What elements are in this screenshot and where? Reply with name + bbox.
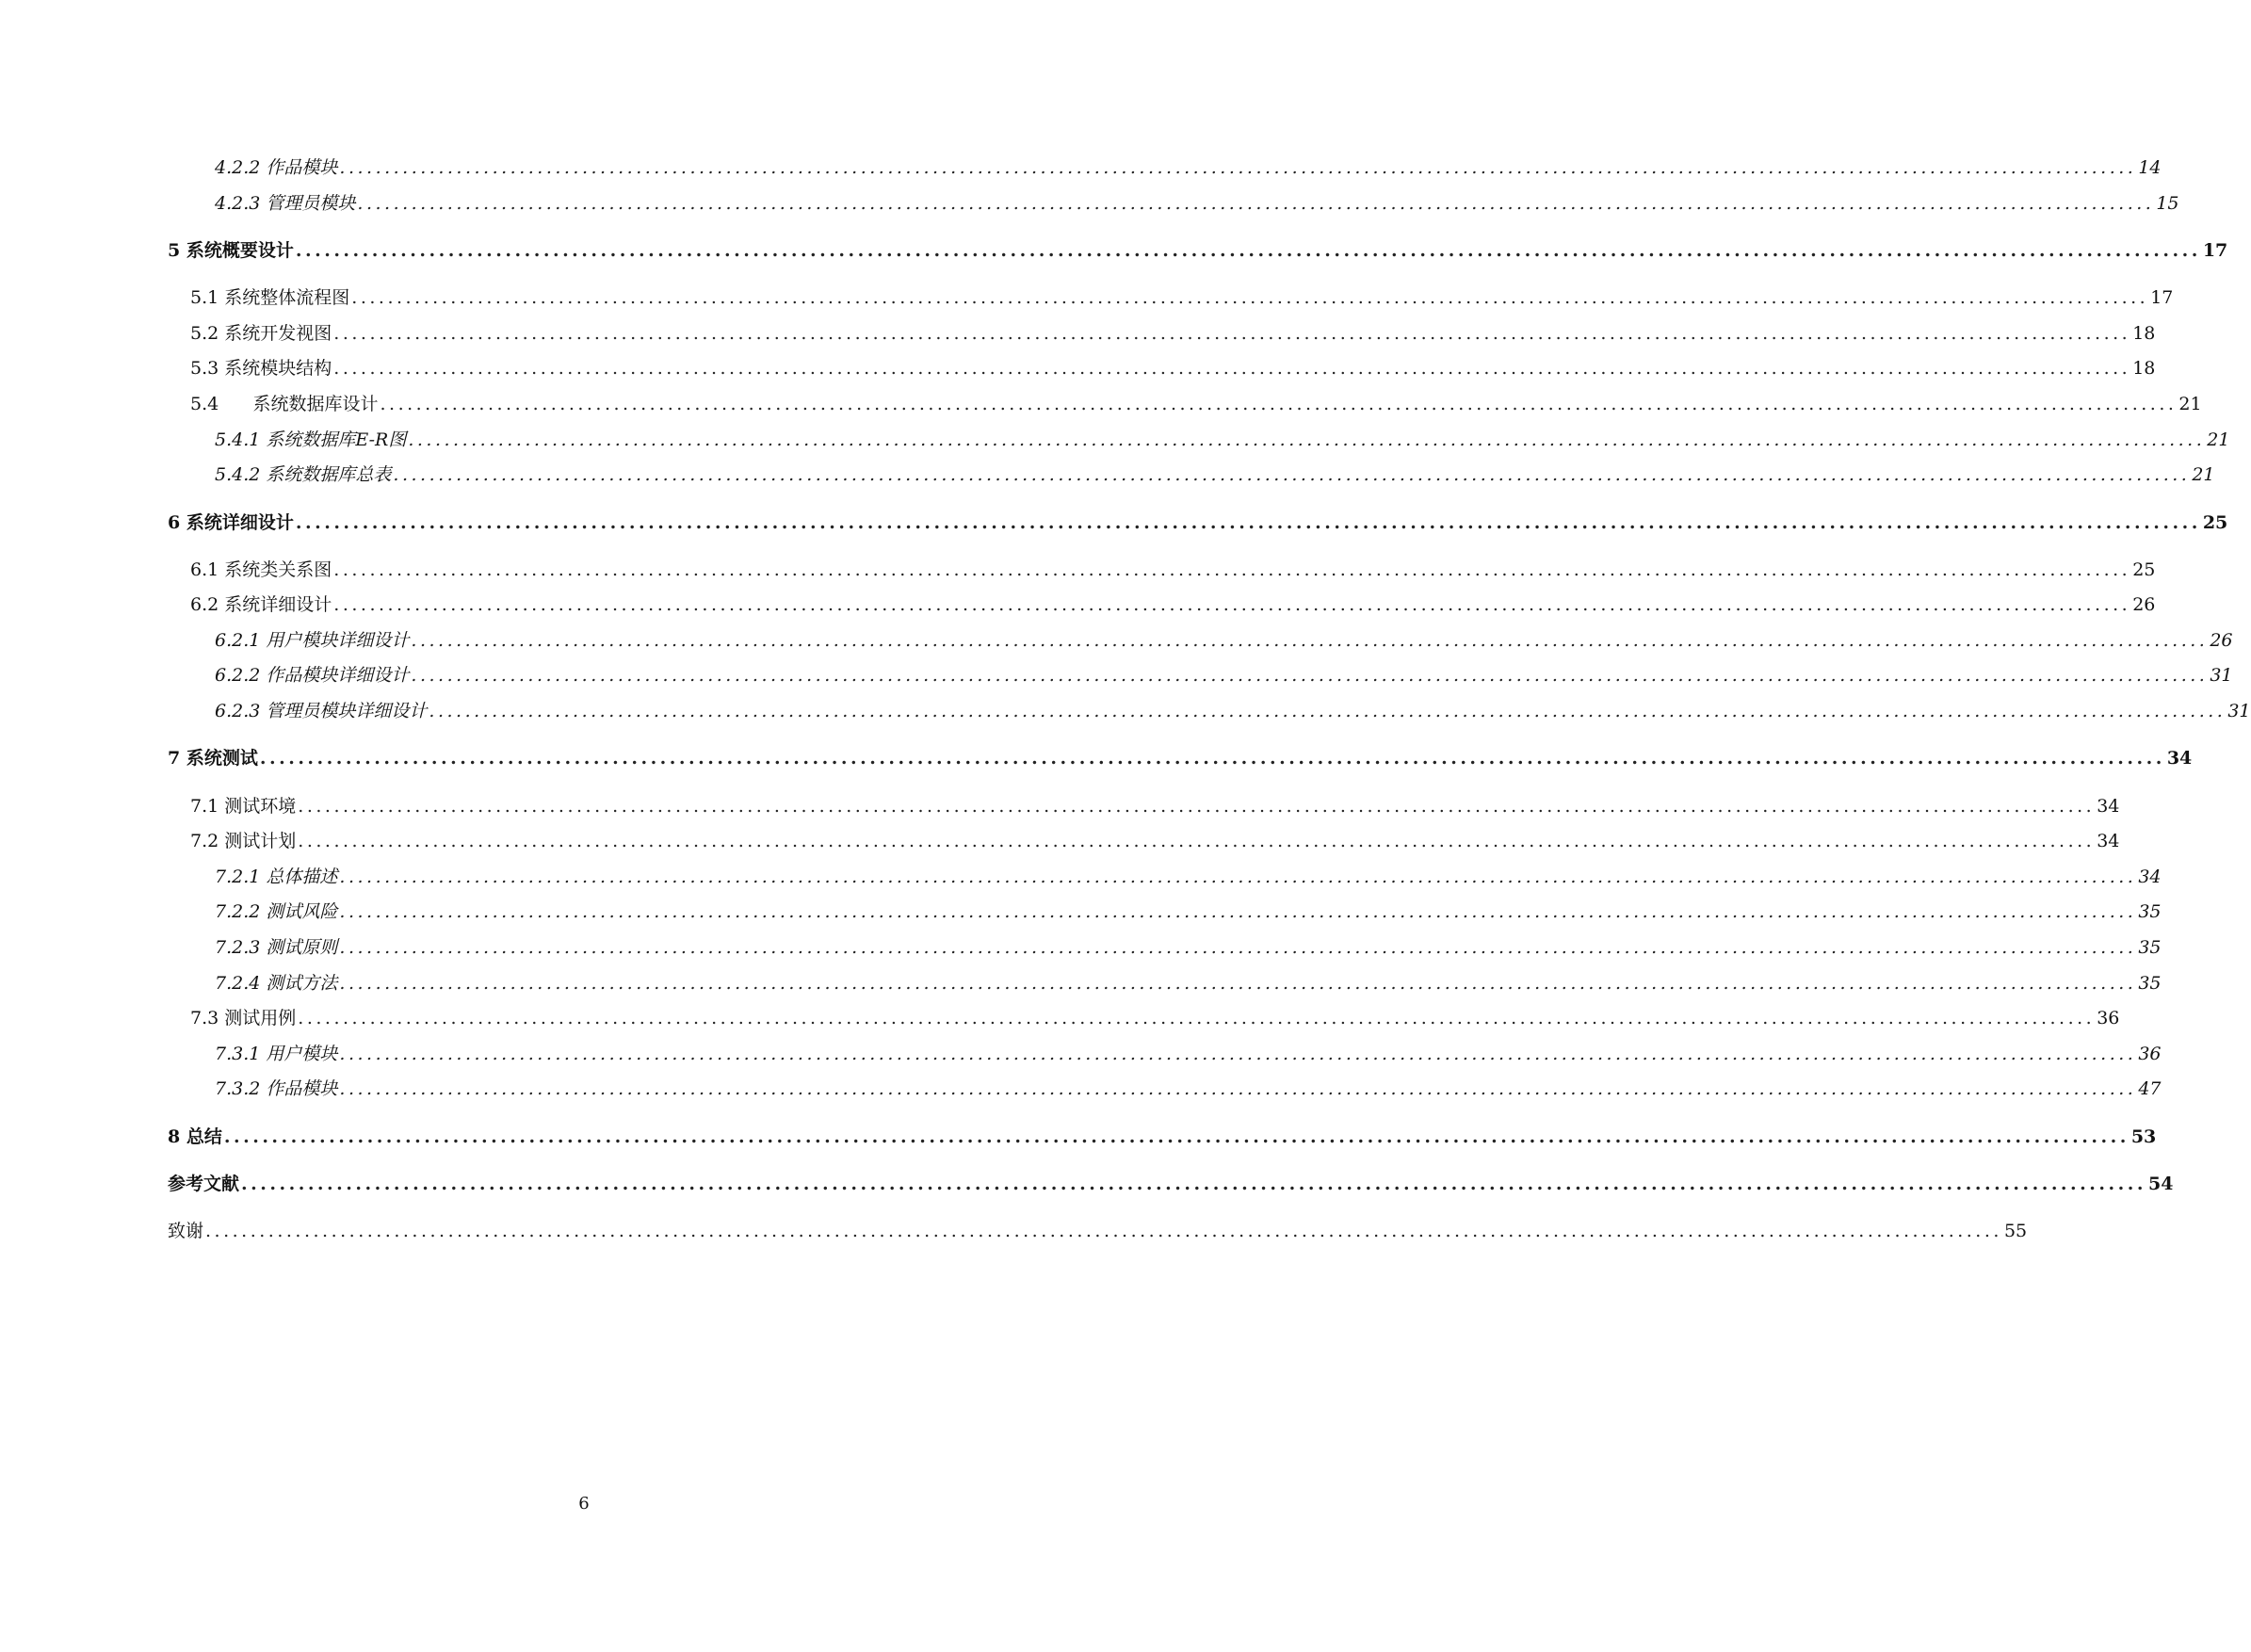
toc-entry[interactable] (168, 1165, 2174, 1195)
toc-entry-page: 36 (2097, 1008, 2120, 1028)
toc-entry-page: 53 (2130, 1126, 2157, 1147)
toc-entry[interactable] (215, 692, 2251, 722)
toc-dot-leader: ........................................................................................................................................................................................................ (339, 1044, 2137, 1064)
toc-entry-title: 系统测试 (186, 748, 258, 769)
toc-entry-page: 31 (2210, 665, 2233, 686)
toc-dot-leader: ........................................................................................................................................................................................................ (339, 937, 2137, 958)
toc-dot-leader: ........................................................................................................................................................................................................ (333, 358, 2131, 379)
toc-entry-title: 系统开发视图 (224, 323, 332, 344)
toc-entry-page: 34 (2097, 831, 2120, 851)
toc-dot-leader: ........................................................................................................................................................................................................ (205, 1221, 2002, 1241)
toc-entry-number: 6.2 (190, 594, 225, 615)
toc-entry-number: 7.3.2 (215, 1078, 267, 1099)
toc-dot-leader: ........................................................................................................................................................................................................ (380, 394, 2178, 414)
toc-entry[interactable] (168, 504, 2228, 534)
toc-entry-number: 6.1 (190, 559, 225, 580)
toc-entry-number: 5 (168, 240, 186, 261)
toc-entry-number: 4.2.3 (215, 193, 267, 214)
toc-entry-page: 35 (2138, 937, 2162, 958)
toc-entry-title: 致谢 (168, 1221, 204, 1241)
toc-entry-title: 系统整体流程图 (224, 287, 350, 308)
page-number: 6 (578, 1494, 590, 1514)
toc-entry[interactable] (215, 622, 2233, 652)
toc-entry[interactable] (215, 149, 2162, 179)
toc-entry-title: 管理员模块 (266, 193, 356, 214)
toc-entry-page: 31 (2227, 701, 2251, 721)
toc-entry-number: 6.2.2 (215, 665, 267, 686)
toc-entry-page: 34 (2138, 866, 2162, 887)
toc-entry-page: 21 (2178, 394, 2202, 414)
toc-entry[interactable] (215, 456, 2215, 486)
toc-entry[interactable] (190, 385, 2202, 415)
toc-entry[interactable] (190, 279, 2174, 309)
toc-entry-page: 21 (2192, 464, 2215, 485)
toc-entry-page: 36 (2138, 1044, 2162, 1064)
toc-entry-page: 35 (2138, 973, 2162, 994)
toc-entry-title: 系统数据库E-R图 (266, 429, 407, 450)
toc-entry[interactable] (215, 656, 2233, 687)
toc-entry[interactable] (215, 1035, 2162, 1065)
toc-entry-page: 25 (2202, 512, 2228, 533)
toc-entry[interactable] (190, 787, 2120, 818)
toc-entry-page: 34 (2166, 748, 2193, 769)
toc-dot-leader: ........................................................................................................................................................................................................ (339, 866, 2137, 887)
toc-entry[interactable] (190, 822, 2120, 852)
toc-entry-title: 测试原则 (266, 937, 338, 958)
toc-entry-number: 7 (168, 748, 186, 769)
toc-entry-number: 8 (168, 1126, 186, 1147)
toc-entry-page: 15 (2156, 193, 2179, 214)
toc-entry-number: 7.1 (190, 796, 225, 817)
toc-dot-leader: ........................................................................................................................................................................................................ (339, 1078, 2137, 1099)
toc-dot-leader: ........................................................................................................................................................................................................ (298, 796, 2096, 817)
toc-entry-number: 7.3.1 (215, 1044, 267, 1064)
toc-entry-title: 系统概要设计 (186, 240, 294, 261)
toc-dot-leader: ........................................................................................................................................................................................................ (429, 701, 2227, 721)
toc-entry-title: 测试计划 (224, 831, 297, 851)
toc-entry-page: 17 (2202, 240, 2228, 261)
toc-entry-page: 47 (2138, 1078, 2162, 1099)
toc-entry-number: 6.2.1 (215, 630, 267, 651)
toc-entry-number: 5.1 (190, 287, 225, 308)
toc-entry-title: 测试方法 (266, 973, 338, 994)
toc-entry[interactable] (215, 964, 2162, 995)
toc-entry-number: 7.2 (190, 831, 225, 851)
toc-dot-leader: ........................................................................................................................................................................................................ (351, 287, 2149, 308)
toc-dot-leader: ........................................................................................................................................................................................................ (357, 193, 2155, 214)
toc-entry-page: 17 (2150, 287, 2174, 308)
toc-entry-title: 总结 (186, 1126, 222, 1147)
toc-entry-number: 5.4.2 (215, 464, 267, 485)
toc-entry-title: 系统类关系图 (224, 559, 332, 580)
toc-entry[interactable] (215, 421, 2230, 451)
toc-entry[interactable] (215, 1070, 2162, 1100)
toc-entry-title: 参考文献 (168, 1174, 240, 1194)
toc-entry-page: 14 (2138, 157, 2162, 178)
toc-entry-number: 7.2.3 (215, 937, 267, 958)
toc-entry-page: 18 (2132, 323, 2156, 344)
toc-entry[interactable] (168, 1118, 2157, 1148)
toc-entry[interactable] (215, 929, 2162, 959)
toc-entry-title: 管理员模块详细设计 (266, 701, 428, 721)
toc-entry-title: 作品模块 (266, 157, 338, 178)
toc-entry-title: 用户模块详细设计 (266, 630, 410, 651)
toc-entry-number: 7.2.2 (215, 901, 267, 922)
toc-entry-page: 26 (2210, 630, 2233, 651)
toc-dot-leader: ........................................................................................................................................................................................................ (408, 429, 2206, 450)
toc-entry-title: 系统模块结构 (224, 358, 332, 379)
toc-dot-leader: ........................................................................................................................................................................................................ (333, 323, 2131, 344)
toc-entry[interactable] (215, 858, 2162, 888)
toc-dot-leader: ........................................................................................................................................................................................................ (295, 240, 2201, 261)
toc-entry-page: 18 (2132, 358, 2156, 379)
toc-entry-number: 5.3 (190, 358, 225, 379)
toc-entry-title: 测试环境 (224, 796, 297, 817)
toc-entry-title: 系统详细设计 (186, 512, 294, 533)
toc-entry[interactable] (190, 349, 2156, 380)
toc-entry-number: 5.2 (190, 323, 225, 344)
toc-entry[interactable] (190, 551, 2156, 581)
toc-dot-leader: ........................................................................................................................................................................................................ (298, 831, 2096, 851)
toc-entry-page: 34 (2097, 796, 2120, 817)
toc-entry-number: 6.2.3 (215, 701, 267, 721)
toc-entry-title: 系统数据库设计 (252, 394, 379, 414)
toc-entry[interactable] (168, 1212, 2028, 1242)
toc-entry-number: 5.4 (190, 394, 253, 414)
toc-entry-title: 测试风险 (266, 901, 338, 922)
toc-entry-number: 4.2.2 (215, 157, 267, 178)
toc-entry-page: 21 (2207, 429, 2230, 450)
toc-dot-leader: ........................................................................................................................................................................................................ (339, 901, 2137, 922)
toc-entry-number: 7.2.4 (215, 973, 267, 994)
toc-entry-number: 5.4.1 (215, 429, 267, 450)
toc-entry-page: 25 (2132, 559, 2156, 580)
toc-entry[interactable] (190, 586, 2156, 616)
toc-entry-title: 用户模块 (266, 1044, 338, 1064)
toc-entry-title: 测试用例 (224, 1008, 297, 1028)
toc-entry-number: 6 (168, 512, 186, 533)
toc-dot-leader: ........................................................................................................................................................................................................ (339, 157, 2137, 178)
toc-dot-leader: ........................................................................................................................................................................................................ (295, 512, 2201, 533)
toc-dot-leader: ........................................................................................................................................................................................................ (241, 1174, 2146, 1194)
toc-entry[interactable] (215, 185, 2179, 215)
toc-dot-leader: ........................................................................................................................................................................................................ (259, 748, 2165, 769)
toc-entry-page: 35 (2138, 901, 2162, 922)
toc-entry[interactable] (215, 893, 2162, 923)
toc-entry-page: 55 (2003, 1221, 2028, 1241)
toc-entry-title: 系统详细设计 (224, 594, 332, 615)
toc-dot-leader: ........................................................................................................................................................................................................ (411, 630, 2209, 651)
toc-dot-leader: ........................................................................................................................................................................................................ (333, 559, 2131, 580)
toc-dot-leader: ........................................................................................................................................................................................................ (333, 594, 2131, 615)
toc-entry-title: 系统数据库总表 (266, 464, 392, 485)
toc-entry-number: 7.3 (190, 1008, 225, 1028)
toc-dot-leader: ........................................................................................................................................................................................................ (223, 1126, 2130, 1147)
toc-entry[interactable] (168, 232, 2228, 262)
toc-entry[interactable] (190, 315, 2156, 345)
toc-entry[interactable] (168, 739, 2193, 769)
toc-entry-title: 作品模块 (266, 1078, 338, 1099)
toc-entry-page: 26 (2132, 594, 2156, 615)
toc-entry-number: 7.2.1 (215, 866, 267, 887)
toc-entry-title: 总体描述 (266, 866, 338, 887)
toc-dot-leader: ........................................................................................................................................................................................................ (339, 973, 2137, 994)
toc-entry-title: 作品模块详细设计 (266, 665, 410, 686)
toc-entry[interactable] (190, 999, 2120, 1029)
toc-dot-leader: ........................................................................................................................................................................................................ (393, 464, 2191, 485)
toc-entry-page: 54 (2147, 1174, 2174, 1194)
toc-dot-leader: ........................................................................................................................................................................................................ (411, 665, 2209, 686)
toc-dot-leader: ........................................................................................................................................................................................................ (298, 1008, 2096, 1028)
